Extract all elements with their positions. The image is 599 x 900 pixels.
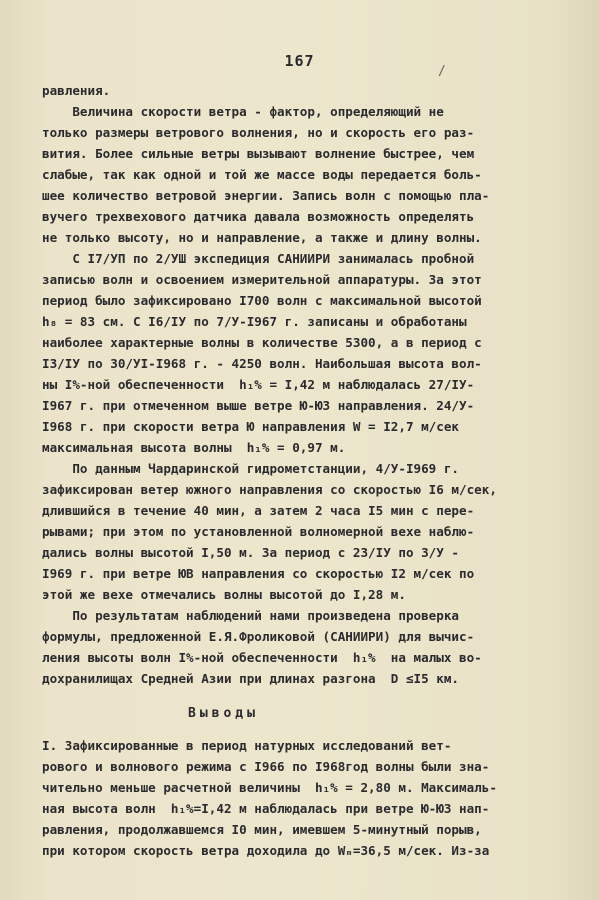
text-line: слабые, так как одной и той же массе воды передается боль-	[42, 167, 482, 182]
text-line: формулы, предложенной Е.Я.Фроликовой (САНИИРИ) для вычис-	[42, 629, 475, 644]
section-heading: Выводы	[188, 706, 259, 721]
text-line: рывами; при этом по установленной волномерной вехе наблю-	[42, 524, 475, 539]
text-line: рового и волнового режима с I966 по I968год волны были зна-	[42, 759, 490, 774]
text-line: шее количество ветровой энергии. Запись волн с помощью пла-	[42, 188, 490, 203]
text-line: дались волны высотой I,50 м. За период с 23/IУ по 3/У -	[42, 545, 460, 560]
text-line: Величина скорости ветра - фактор, определяющий не	[42, 104, 444, 119]
text-line: не только высоту, но и направление, а также и длину волны.	[42, 230, 482, 245]
text-line: наиболее характерные волны в количестве 5300, а в период с	[42, 335, 482, 350]
text-line: С I7/УП по 2/УШ экспедиция САНИИРИ занималась пробной	[42, 251, 475, 266]
text-line: По результатам наблюдений нами произведена проверка	[42, 608, 460, 623]
text-line: h₈ = 83 см. С I6/IУ по 7/У-I967 г. записаны и обработаны	[42, 314, 467, 329]
text-line: равления, продолжавшемся I0 мин, имевшем 5-минутный порыв,	[42, 822, 482, 837]
text-line: равления.	[42, 83, 111, 98]
text-line: этой же вехе отмечались волны высотой до I,28 м.	[42, 587, 406, 602]
text-line: максимальная высота волны h₁% = 0,97 м.	[42, 440, 346, 455]
text-line: По данным Чардаринской гидрометстанции, 4/У-I969 г.	[42, 461, 460, 476]
text-line: ны I%-ной обеспеченности h₁% = I,42 м наблюдалась 27/IУ-	[42, 377, 475, 392]
text-line: I968 г. при скорости ветра Ю направления W = I2,7 м/сек	[42, 419, 460, 434]
text-line: зафиксирован ветер южного направления со скоростью I6 м/сек,	[42, 482, 497, 497]
text-line: только размеры ветрового волнения, но и скорость его раз-	[42, 125, 475, 140]
text-line: I3/IУ по 30/УI-I968 г. - 4250 волн. Наибольшая высота вол-	[42, 356, 482, 371]
text-line: чительно меньше расчетной величины h₁% = 2,80 м. Максималь-	[42, 780, 497, 795]
text-line: ная высота волн h₁%=I,42 м наблюдалась при ветре Ю-ЮЗ нап-	[42, 801, 490, 816]
text-line: вития. Более сильные ветры вызывают волнение быстрее, чем	[42, 146, 475, 161]
text-line: дохранилищах Средней Азии при длинах разгона D ≤I5 км.	[42, 671, 460, 686]
text-line: длившийся в течение 40 мин, а затем 2 часа I5 мин с пере-	[42, 503, 475, 518]
text-line: I967 г. при отмеченном выше ветре Ю-ЮЗ направления. 24/У-	[42, 398, 475, 413]
text-line: I969 г. при ветре ЮВ направления со скоростью I2 м/сек по	[42, 566, 475, 581]
text-line: вучего трехвехового датчика давала возможность определять	[42, 209, 475, 224]
text-line: записью волн и освоением измерительной аппаратуры. За этот	[42, 272, 482, 287]
text-line: I. Зафиксированные в период натурных исследований вет-	[42, 738, 452, 753]
text-line: период было зафиксировано I700 волн с максимальной высотой	[42, 293, 482, 308]
page-number: 167	[284, 52, 315, 70]
text-line: ления высоты волн I%-ной обеспеченности h₁% на малых во-	[42, 650, 482, 665]
corner-mark: /	[438, 64, 446, 79]
text-line: при котором скорость ветра доходила до Wₘ=36,5 м/сек. Из-за	[42, 843, 490, 858]
